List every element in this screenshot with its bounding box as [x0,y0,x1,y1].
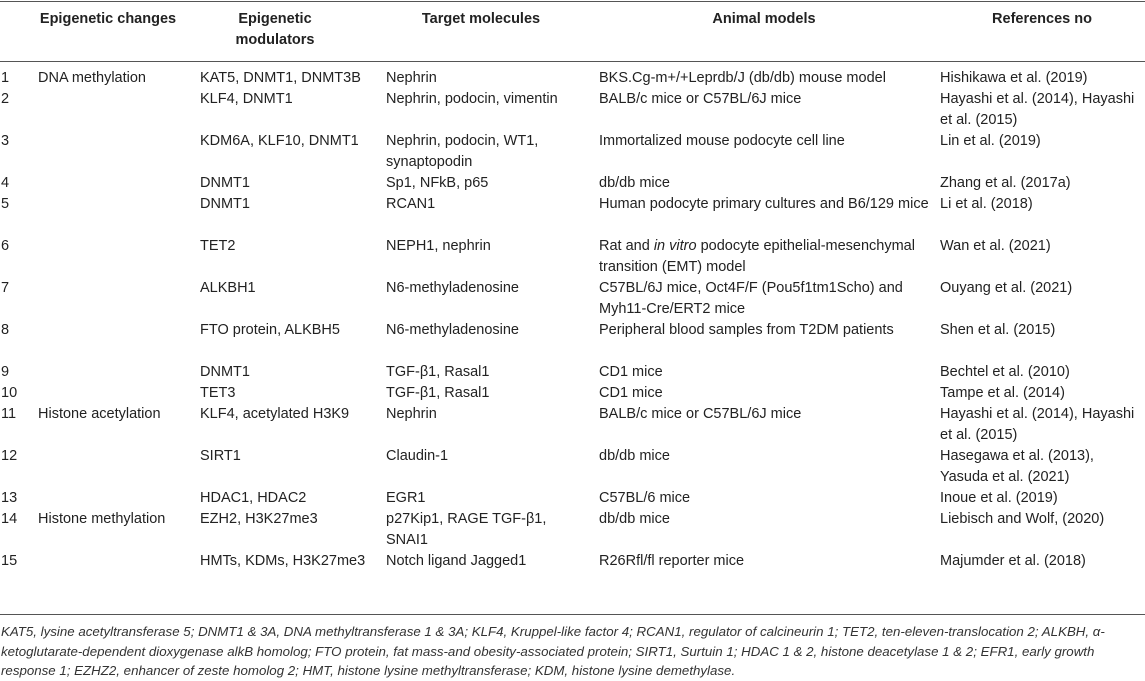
animal-model-cell: Peripheral blood samples from T2DM patients [599,322,894,338]
modulators-cell: DNMT1 [200,364,250,380]
modulators-cell: DNMT1 [200,196,250,212]
row-number: 13 [1,490,18,506]
target-molecules-cell: Nephrin, podocin, vimentin [386,91,558,107]
header-epigenetic-modulators: Epigenetic modulators [235,11,315,48]
animal-model-cell: R26Rfl/fl reporter mice [599,553,745,569]
target-molecules-cell: Nephrin [386,70,437,86]
references-cell: Shen et al. (2015) [940,322,1056,338]
animal-model-cell: BALB/c mice or C57BL/6J mice [599,406,802,422]
modulators-cell: SIRT1 [200,448,241,464]
table-footnote: KAT5, lysine acetyltransferase 5; DNMT1 & 3A, DNA methyltransferase 1 & 3A; KLF4, Kruppel-like factor 4; RCAN1, regulator of calcineurin 1; TET2, ten-eleven-translocation 2; ALKBH, α-ketoglutarate-dependent dioxygenase alkB homolog; FTO protein, fat mass-and obesity-associated protein; SIRT1, Surtuin 1; HDAC 1 & 2, histone deacetylase 1 & 2; EFR1, early growth response 1; EZHZ2, enhancer of zeste homolog 2; HMT, histone lysine methyltransferase; KDM, histone lysine demethylase. [1,624,1105,678]
epigenetic-change-cell: DNA methylation [38,70,146,86]
table-bottom-rule [0,614,1145,615]
row-number: 5 [1,196,10,212]
references-cell: Ouyang et al. (2021) [940,280,1073,296]
target-molecules-cell: Claudin-1 [386,448,449,464]
row-number: 4 [1,175,10,191]
target-molecules-cell: EGR1 [386,490,426,506]
target-molecules-cell: RCAN1 [386,196,436,212]
target-molecules-cell: N6-methyladenosine [386,280,519,296]
target-molecules-cell: Nephrin [386,406,437,422]
header-bottom-rule [0,61,1145,62]
modulators-cell: EZH2, H3K27me3 [200,511,318,527]
row-number: 15 [1,553,18,569]
animal-model-cell: C57BL/6J mice, Oct4F/F (Pou5f1tm1Scho) and Myh11-Cre/ERT2 mice [599,280,903,317]
references-cell: Inoue et al. (2019) [940,490,1058,506]
row-number: 9 [1,364,10,380]
target-molecules-cell: TGF-β1, Rasal1 [386,385,490,401]
modulators-cell: HMTs, KDMs, H3K27me3 [200,553,366,569]
modulators-cell: DNMT1 [200,175,250,191]
row-number: 8 [1,322,10,338]
header-references: References no [992,11,1092,27]
modulators-cell: ALKBH1 [200,280,256,296]
header-epigenetic-changes: Epigenetic changes [39,11,177,27]
references-cell: Bechtel et al. (2010) [940,364,1070,380]
modulators-cell: TET2 [200,238,236,254]
animal-model-cell: C57BL/6 mice [599,490,691,506]
target-molecules-cell: TGF-β1, Rasal1 [386,364,490,380]
animal-model-cell: Human podocyte primary cultures and B6/129 mice [599,196,929,212]
references-cell: Lin et al. (2019) [940,133,1041,149]
header-target-molecules: Target molecules [421,11,541,27]
references-cell: Li et al. (2018) [940,196,1033,212]
references-cell: Zhang et al. (2017a) [940,175,1071,191]
animal-model-cell: db/db mice [599,175,670,191]
row-number: 14 [1,511,18,527]
modulators-cell: KLF4, DNMT1 [200,91,293,107]
epigenetic-change-cell: Histone acetylation [38,406,161,422]
target-molecules-cell: p27Kip1, RAGE TGF-β1, SNAI1 [386,511,547,548]
references-cell: Liebisch and Wolf, (2020) [940,511,1105,527]
target-molecules-cell: Sp1, NFkB, p65 [386,175,489,191]
animal-model-cell: Immortalized mouse podocyte cell line [599,133,845,149]
row-number: 12 [1,448,18,464]
animal-model-cell: BKS.Cg-m+/+Leprdb/J (db/db) mouse model [599,70,886,86]
target-molecules-cell: Nephrin, podocin, WT1, synaptopodin [386,133,539,170]
animal-model-cell: db/db mice [599,511,670,527]
header-animal-models: Animal models [712,11,816,27]
header-top-rule [0,1,1145,2]
animal-model-cell: Rat and in vitro podocyte epithelial-mesenchymal transition (EMT) model [599,238,915,275]
row-number: 2 [1,91,10,107]
modulators-cell: FTO protein, ALKBH5 [200,322,340,338]
animal-model-cell: BALB/c mice or C57BL/6J mice [599,91,802,107]
row-number: 7 [1,280,10,296]
animal-model-cell: CD1 mice [599,385,663,401]
references-cell: Majumder et al. (2018) [940,553,1086,569]
animal-model-cell: CD1 mice [599,364,663,380]
modulators-cell: KAT5, DNMT1, DNMT3B [200,70,361,86]
modulators-cell: KLF4, acetylated H3K9 [200,406,350,422]
modulators-cell: HDAC1, HDAC2 [200,490,307,506]
references-cell: Hayashi et al. (2014), Hayashi et al. (2015) [940,406,1135,443]
references-cell: Hishikawa et al. (2019) [940,70,1088,86]
animal-model-cell: db/db mice [599,448,670,464]
references-cell: Wan et al. (2021) [940,238,1051,254]
row-number: 11 [1,406,17,422]
target-molecules-cell: Notch ligand Jagged1 [386,553,527,569]
row-number: 6 [1,238,10,254]
modulators-cell: TET3 [200,385,236,401]
row-number: 10 [1,385,18,401]
references-cell: Tampe et al. (2014) [940,385,1065,401]
row-number: 3 [1,133,10,149]
target-molecules-cell: NEPH1, nephrin [386,238,491,254]
target-molecules-cell: N6-methyladenosine [386,322,519,338]
row-number: 1 [1,70,10,86]
epigenetic-change-cell: Histone methylation [38,511,166,527]
references-cell: Hasegawa et al. (2013), Yasuda et al. (2021) [940,448,1094,485]
modulators-cell: KDM6A, KLF10, DNMT1 [200,133,359,149]
references-cell: Hayashi et al. (2014), Hayashi et al. (2015) [940,91,1135,128]
